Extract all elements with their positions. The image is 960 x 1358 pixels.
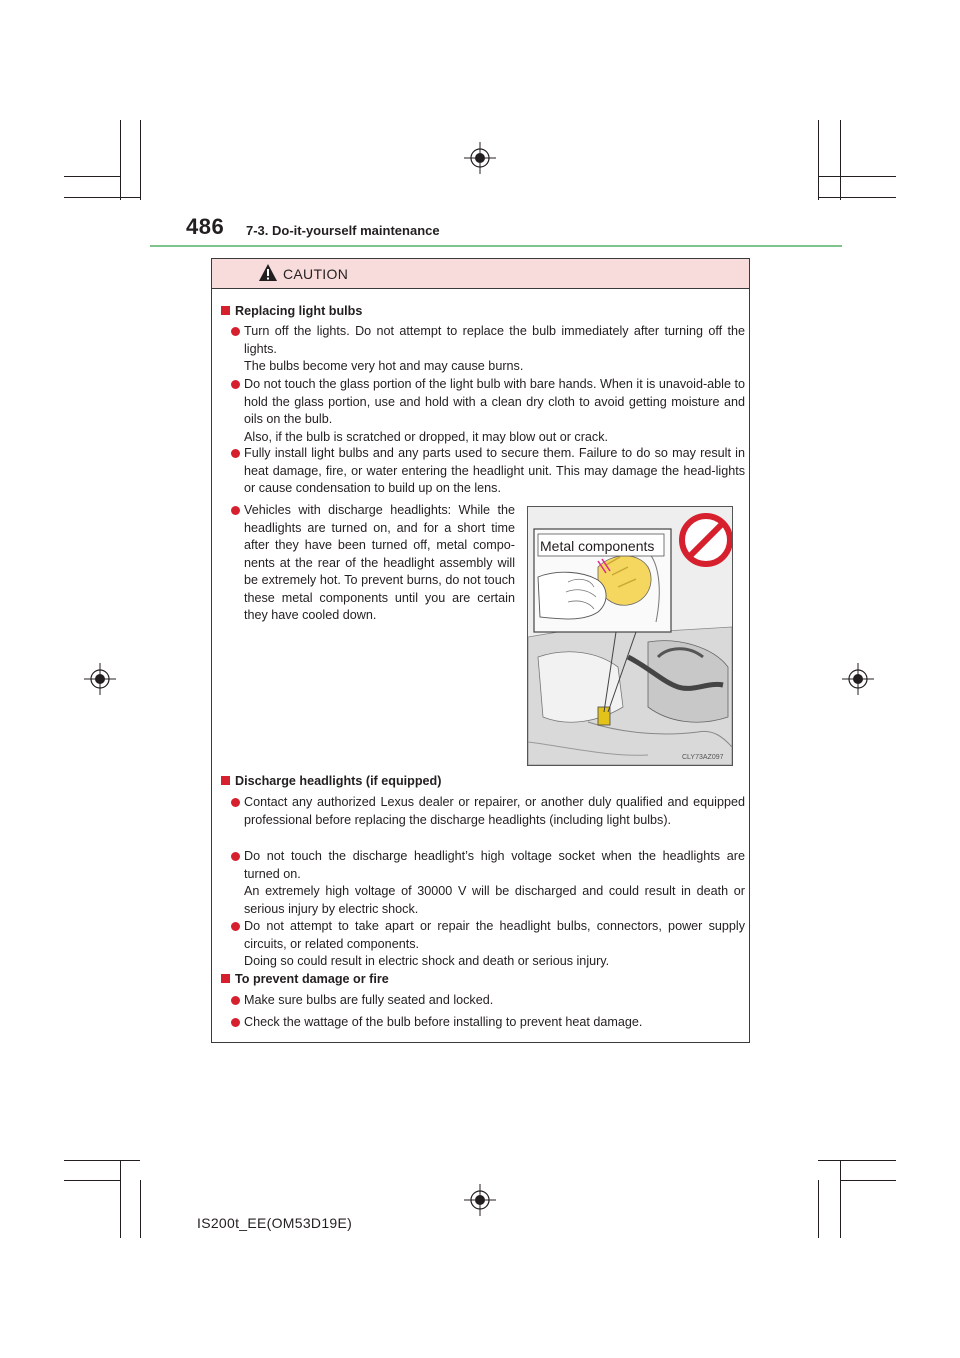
header-divider — [150, 245, 842, 247]
warning-triangle-icon — [258, 263, 278, 282]
headlight-illustration — [527, 506, 733, 766]
page-number: 486 — [186, 214, 225, 239]
figure-callout-label: Metal components — [540, 538, 655, 554]
caution-header — [212, 259, 749, 289]
registration-mark-icon — [464, 142, 496, 174]
round-bullet-icon — [231, 506, 240, 515]
list-item: Fully install light bulbs and any parts used to secure them. Failure to do so may result in heat damage, fire, or water entering the headlight unit. This may damage the head-lights or cause condensation to build up on the lens. — [231, 445, 745, 498]
list-item: Make sure bulbs are fully seated and locked. — [231, 992, 745, 1010]
crop-mark — [818, 1160, 896, 1161]
crop-mark — [818, 120, 819, 200]
round-bullet-icon — [231, 327, 240, 336]
section-heading: Discharge headlights (if equipped) — [221, 773, 441, 791]
round-bullet-icon — [231, 380, 240, 389]
round-bullet-icon — [231, 798, 240, 807]
crop-mark — [818, 176, 896, 177]
registration-mark-icon — [84, 663, 116, 695]
list-item: Contact any authorized Lexus dealer or repairer, or another duly qualified and equipped professional before replacing the discharge headlights (including light bulbs). — [231, 794, 745, 829]
list-item: Do not touch the discharge headlight’s high voltage socket when the headlights are turned on. An extremely high voltage of 30000 V will be discharged and could result in death or serious injury by electric shock. — [231, 848, 745, 918]
round-bullet-icon — [231, 449, 240, 458]
crop-mark — [840, 120, 841, 200]
crop-mark — [64, 176, 120, 177]
square-bullet-icon — [221, 306, 230, 315]
list-item: Do not attempt to take apart or repair the headlight bulbs, connectors, power supply circuits, or related components. Doing so could result in electric shock and death or serious injury. — [231, 918, 745, 971]
registration-mark-icon — [842, 663, 874, 695]
figure-code: CLY73AZ097 — [682, 754, 724, 761]
crop-mark — [140, 120, 141, 200]
round-bullet-icon — [231, 922, 240, 931]
crop-mark — [818, 197, 896, 198]
crop-mark — [840, 1180, 896, 1181]
crop-mark — [64, 1160, 140, 1161]
section-heading: Replacing light bulbs — [221, 303, 362, 321]
caution-title: CAUTION — [283, 266, 349, 282]
document-code: IS200t_EE(OM53D19E) — [197, 1215, 353, 1231]
section-heading: To prevent damage or fire — [221, 971, 389, 989]
crop-mark — [120, 120, 121, 200]
crop-mark — [120, 1160, 121, 1238]
round-bullet-icon — [231, 852, 240, 861]
crop-mark — [840, 1160, 841, 1238]
registration-mark-icon — [464, 1184, 496, 1216]
crop-mark — [140, 1180, 141, 1238]
square-bullet-icon — [221, 974, 230, 983]
crop-mark — [64, 197, 140, 198]
section-title: 7-3. Do-it-yourself maintenance — [246, 223, 440, 238]
crop-mark — [818, 1180, 819, 1238]
crop-mark — [64, 1180, 120, 1181]
round-bullet-icon — [231, 996, 240, 1005]
list-item: Check the wattage of the bulb before installing to prevent heat damage. — [231, 1014, 745, 1032]
list-item: Vehicles with discharge headlights: While the headlights are turned on, and for a short time after they have been turned off, metal compo-nents at the rear of the headlight assembly will be extremely hot. To prevent burns, do not touch these metal components until you are certain they have cooled down. — [231, 502, 515, 625]
round-bullet-icon — [231, 1018, 240, 1027]
list-item: Do not touch the glass portion of the light bulb with bare hands. When it is unavoid-able to hold the glass portion, use and hold with a clean dry cloth to avoid getting moisture and oils on the bulb. Also, if the bulb is scratched or dropped, it may blow out or crack. — [231, 376, 745, 446]
square-bullet-icon — [221, 776, 230, 785]
list-item: Turn off the lights. Do not attempt to replace the bulb immediately after turning off the lights. The bulbs become very hot and may cause burns. — [231, 323, 745, 376]
